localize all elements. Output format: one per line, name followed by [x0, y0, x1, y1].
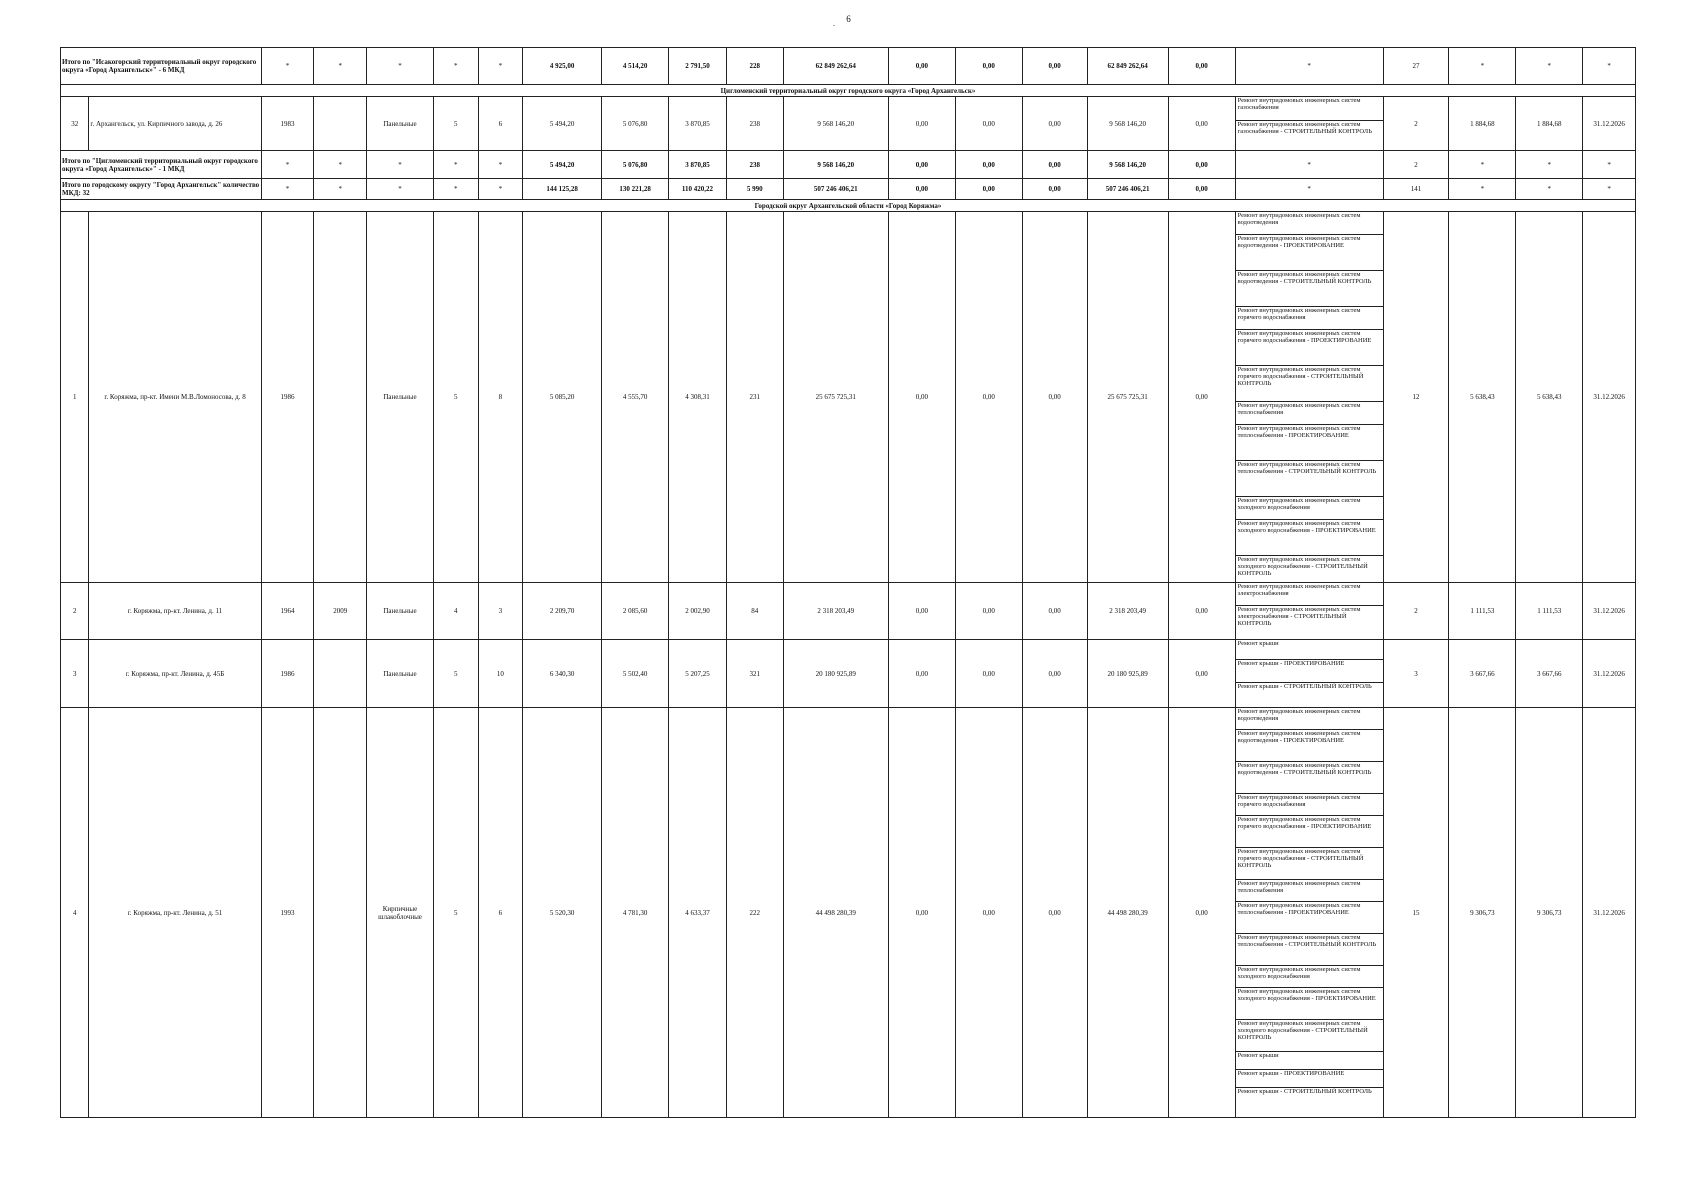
cell-year-overhaul — [314, 708, 367, 1118]
cell-unit-limit: * — [1516, 151, 1583, 179]
cell-count: 12 — [1383, 212, 1449, 583]
cell-area-rooms: 5 076,80 — [602, 97, 669, 151]
cell-fund-1: 0,00 — [888, 179, 955, 200]
cell-address: г. Коряжма, пр-кт. Имени М.В.Ломоносова, д. 8 — [89, 212, 261, 583]
work-item: Ремонт внутридомовых инженерных систем теплоснабжения - СТРОИТЕЛЬНЫЙ КОНТРОЛЬ — [1236, 934, 1383, 966]
cell-count: 27 — [1383, 48, 1449, 85]
cell-own-funds: 2 318 203,49 — [1087, 583, 1168, 640]
cell-walls: * — [367, 179, 434, 200]
cell-unit-limit: 9 306,73 — [1516, 708, 1583, 1118]
cell-walls: Панельные — [367, 640, 434, 708]
cell-date: * — [1583, 48, 1636, 85]
scan-mark: . — [833, 19, 835, 28]
cell-unit-cost: 9 306,73 — [1449, 708, 1516, 1118]
cell-area-living: 110 420,22 — [669, 179, 727, 200]
cell-entrances: 6 — [478, 708, 523, 1118]
cell-date: 31.12.2026 — [1583, 708, 1636, 1118]
work-item: Ремонт внутридомовых инженерных систем холодного водоснабжения - ПРОЕКТИРОВАНИЕ — [1236, 988, 1383, 1020]
cell-own-funds: 507 246 406,21 — [1087, 179, 1168, 200]
cell-num: 4 — [61, 708, 89, 1118]
cell-unit-cost: 3 667,66 — [1449, 640, 1516, 708]
cell-count: 2 — [1383, 151, 1449, 179]
cell-fund-2: 0,00 — [955, 640, 1022, 708]
work-item: Ремонт внутридомовых инженерных систем теплоснабжения - ПРОЕКТИРОВАНИЕ — [1236, 902, 1383, 934]
cell-year-built: 1993 — [261, 708, 314, 1118]
work-item: Ремонт внутридомовых инженерных систем горячего водоснабжения - ПРОЕКТИРОВАНИЕ — [1236, 816, 1383, 848]
cell-other: 0,00 — [1168, 48, 1235, 85]
cell-entrances: * — [478, 179, 523, 200]
cell-area-total: 144 125,28 — [523, 179, 602, 200]
cell-date: 31.12.2026 — [1583, 97, 1636, 151]
work-item: Ремонт внутридомовых инженерных систем электроснабжения — [1236, 583, 1383, 606]
cell-entrances: 8 — [478, 212, 523, 583]
cell-fund-1: 0,00 — [888, 97, 955, 151]
work-item: Ремонт внутридомовых инженерных систем электроснабжения - СТРОИТЕЛЬНЫЙ КОНТРОЛЬ — [1237, 606, 1361, 628]
work-item: Ремонт крыши — [1236, 640, 1383, 660]
cell-area-living: 2 002,90 — [669, 583, 727, 640]
section-heading-ciglomensky: Цигломенский территориальный округ городского округа «Город Архангельск» — [61, 85, 1636, 97]
cell-fund-1: 0,00 — [888, 151, 955, 179]
cell-other: 0,00 — [1168, 640, 1235, 708]
cell-area-total: 2 209,70 — [523, 583, 602, 640]
cell-year-built: 1986 — [261, 212, 314, 583]
cell-own-funds: 44 498 280,39 — [1087, 708, 1168, 1118]
cell-fund-3: 0,00 — [1022, 708, 1087, 1118]
cell-entrances: 10 — [478, 640, 523, 708]
work-item: Ремонт внутридомовых инженерных систем теплоснабжения — [1236, 880, 1383, 902]
cell-works — [1235, 212, 1383, 583]
cell-fund-1: 0,00 — [888, 212, 955, 583]
work-item: Ремонт внутридомовых инженерных систем горячего водоснабжения - СТРОИТЕЛЬНЫЙ КОНТРОЛЬ — [1236, 366, 1383, 402]
cell-work-type: * — [1235, 151, 1383, 179]
cell-num: 32 — [61, 97, 89, 151]
cell-works — [1235, 640, 1383, 708]
cell-fund-2: 0,00 — [955, 583, 1022, 640]
cell-area-rooms: 5 502,40 — [602, 640, 669, 708]
work-item: Ремонт внутридомовых инженерных систем холодного водоснабжения - СТРОИТЕЛЬНЫЙ КОНТРОЛЬ — [1236, 1020, 1383, 1052]
work-item: Ремонт внутридомовых инженерных систем водоотведения — [1236, 708, 1383, 730]
cell-count: 15 — [1383, 708, 1449, 1118]
cell-own-funds: 9 568 146,20 — [1087, 97, 1168, 151]
cell-residents: 231 — [726, 212, 783, 583]
cell-year-overhaul: * — [314, 179, 367, 200]
summary-label: Итого по "Цигломенский территориальный округ городского округа «Город Архангельск»" - 1 МКД — [61, 151, 262, 179]
cell-area-total: 4 925,00 — [523, 48, 602, 85]
cell-address: г. Коряжма, пр-кт. Ленина, д. 11 — [89, 583, 261, 640]
table-row — [61, 97, 1636, 151]
cell-floors: 5 — [433, 708, 478, 1118]
cell-area-rooms: 130 221,28 — [602, 179, 669, 200]
cell-residents: 238 — [726, 151, 783, 179]
cell-unit-limit: 1 111,53 — [1516, 583, 1583, 640]
cell-floors: * — [433, 151, 478, 179]
cell-unit-cost: * — [1449, 48, 1516, 85]
cell-fund-2: 0,00 — [955, 48, 1022, 85]
cell-area-rooms: 4 555,70 — [602, 212, 669, 583]
cell-works — [1235, 97, 1383, 151]
work-item: Ремонт внутридомовых инженерных систем водоотведения - ПРОЕКТИРОВАНИЕ — [1236, 730, 1383, 762]
cell-count: 3 — [1383, 640, 1449, 708]
cell-unit-limit: 3 667,66 — [1516, 640, 1583, 708]
cell-fund-3: 0,00 — [1022, 640, 1087, 708]
work-item: Ремонт внутридомовых инженерных систем водоотведения — [1236, 212, 1383, 235]
cell-date: 31.12.2026 — [1583, 640, 1636, 708]
work-item: Ремонт внутридомовых инженерных систем холодного водоснабжения — [1236, 497, 1383, 520]
cell-year-built: * — [261, 179, 314, 200]
cell-date: * — [1583, 151, 1636, 179]
cell-other: 0,00 — [1168, 583, 1235, 640]
cell-walls: * — [367, 48, 434, 85]
table-row — [61, 640, 1636, 708]
capital-repair-table — [60, 47, 1636, 1118]
cell-cost-total: 9 568 146,20 — [783, 97, 888, 151]
cell-own-funds: 25 675 725,31 — [1087, 212, 1168, 583]
cell-fund-3: 0,00 — [1022, 583, 1087, 640]
cell-own-funds: 20 180 925,89 — [1087, 640, 1168, 708]
cell-fund-1: 0,00 — [888, 48, 955, 85]
summary-row-city — [61, 179, 1636, 200]
cell-other: 0,00 — [1168, 151, 1235, 179]
cell-cost-total: 62 849 262,64 — [783, 48, 888, 85]
summary-row-isakogorsky — [61, 48, 1636, 85]
cell-other: 0,00 — [1168, 97, 1235, 151]
cell-unit-limit: 5 638,43 — [1516, 212, 1583, 583]
cell-entrances: 3 — [478, 583, 523, 640]
cell-floors: 5 — [433, 640, 478, 708]
cell-count: 2 — [1383, 97, 1449, 151]
cell-cost-total: 20 180 925,89 — [783, 640, 888, 708]
cell-fund-3: 0,00 — [1022, 48, 1087, 85]
cell-year-built: 1983 — [261, 97, 314, 151]
cell-fund-2: 0,00 — [955, 97, 1022, 151]
cell-area-total: 5 494,20 — [523, 151, 602, 179]
work-item: Ремонт крыши - СТРОИТЕЛЬНЫЙ КОНТРОЛЬ — [1237, 683, 1372, 690]
cell-year-built: * — [261, 48, 314, 85]
page-number: 6 — [846, 14, 851, 24]
cell-year-overhaul — [314, 97, 367, 151]
cell-residents: 321 — [726, 640, 783, 708]
cell-address: г. Коряжма, пр-кт. Ленина, д. 51 — [89, 708, 261, 1118]
cell-walls: * — [367, 151, 434, 179]
cell-area-rooms: 4 514,20 — [602, 48, 669, 85]
cell-other: 0,00 — [1168, 708, 1235, 1118]
work-item: Ремонт крыши — [1236, 1052, 1383, 1070]
cell-unit-cost: * — [1449, 179, 1516, 200]
cell-fund-2: 0,00 — [955, 708, 1022, 1118]
cell-year-overhaul: 2009 — [314, 583, 367, 640]
cell-work-type: * — [1235, 48, 1383, 85]
cell-unit-cost: 1 884,68 — [1449, 97, 1516, 151]
cell-unit-cost: 5 638,43 — [1449, 212, 1516, 583]
cell-year-overhaul: * — [314, 48, 367, 85]
work-item: Ремонт внутридомовых инженерных систем теплоснабжения - СТРОИТЕЛЬНЫЙ КОНТРОЛЬ — [1236, 461, 1383, 497]
cell-other: 0,00 — [1168, 179, 1235, 200]
cell-walls: Панельные — [367, 97, 434, 151]
cell-year-overhaul: * — [314, 151, 367, 179]
cell-year-built: 1964 — [261, 583, 314, 640]
cell-fund-3: 0,00 — [1022, 212, 1087, 583]
cell-walls: Панельные — [367, 583, 434, 640]
cell-other: 0,00 — [1168, 212, 1235, 583]
cell-walls: Панельные — [367, 212, 434, 583]
cell-work-type: * — [1235, 179, 1383, 200]
cell-area-living: 2 791,50 — [669, 48, 727, 85]
cell-cost-total: 2 318 203,49 — [783, 583, 888, 640]
table-row — [61, 708, 1636, 1118]
cell-area-total: 5 085,20 — [523, 212, 602, 583]
cell-walls: Кирпичные шлакоблочные — [367, 708, 434, 1118]
cell-address: г. Архангельск, ул. Кирпичного завода, д. 26 — [89, 97, 261, 151]
cell-area-total: 6 340,30 — [523, 640, 602, 708]
cell-residents: 228 — [726, 48, 783, 85]
work-item: Ремонт внутридомовых инженерных систем холодного водоснабжения — [1236, 966, 1383, 988]
cell-floors: 5 — [433, 212, 478, 583]
cell-cost-total: 507 246 406,21 — [783, 179, 888, 200]
cell-year-built: 1986 — [261, 640, 314, 708]
cell-area-total: 5 520,30 — [523, 708, 602, 1118]
cell-area-rooms: 2 085,60 — [602, 583, 669, 640]
summary-label: Итого по "Исакогорский территориальный округ городского округа «Город Архангельск»" - 6 МКД — [61, 48, 262, 85]
cell-entrances: * — [478, 48, 523, 85]
cell-floors: 5 — [433, 97, 478, 151]
cell-entrances: * — [478, 151, 523, 179]
cell-works — [1235, 708, 1383, 1118]
cell-address: г. Коряжма, пр-кт. Ленина, д. 45Б — [89, 640, 261, 708]
cell-floors: * — [433, 179, 478, 200]
cell-date: * — [1583, 179, 1636, 200]
cell-own-funds: 9 568 146,20 — [1087, 151, 1168, 179]
table-row — [61, 212, 1636, 583]
cell-unit-limit: 1 884,68 — [1516, 97, 1583, 151]
section-heading-koryazhma: Городской округ Архангельской области «Город Коряжма» — [61, 200, 1636, 212]
cell-date: 31.12.2026 — [1583, 212, 1636, 583]
work-item: Ремонт внутридомовых инженерных систем теплоснабжения — [1236, 402, 1383, 425]
cell-residents: 84 — [726, 583, 783, 640]
work-item: Ремонт внутридомовых инженерных систем газоснабжения - СТРОИТЕЛЬНЫЙ КОНТРОЛЬ — [1237, 121, 1372, 136]
cell-unit-limit: * — [1516, 48, 1583, 85]
cell-residents: 238 — [726, 97, 783, 151]
cell-residents: 222 — [726, 708, 783, 1118]
cell-fund-2: 0,00 — [955, 179, 1022, 200]
cell-count: 2 — [1383, 583, 1449, 640]
cell-fund-3: 0,00 — [1022, 151, 1087, 179]
cell-num: 2 — [61, 583, 89, 640]
cell-cost-total: 25 675 725,31 — [783, 212, 888, 583]
cell-year-built: * — [261, 151, 314, 179]
work-item: Ремонт внутридомовых инженерных систем горячего водоснабжения — [1236, 794, 1383, 816]
cell-area-rooms: 5 076,80 — [602, 151, 669, 179]
work-item: Ремонт внутридомовых инженерных систем теплоснабжения - ПРОЕКТИРОВАНИЕ — [1236, 425, 1383, 461]
cell-area-living: 4 633,37 — [669, 708, 727, 1118]
cell-date: 31.12.2026 — [1583, 583, 1636, 640]
cell-area-living: 5 207,25 — [669, 640, 727, 708]
cell-year-overhaul — [314, 640, 367, 708]
cell-unit-cost: 1 111,53 — [1449, 583, 1516, 640]
cell-fund-1: 0,00 — [888, 708, 955, 1118]
cell-fund-1: 0,00 — [888, 640, 955, 708]
cell-unit-cost: * — [1449, 151, 1516, 179]
cell-residents: 5 990 — [726, 179, 783, 200]
summary-row-ciglomensky — [61, 151, 1636, 179]
cell-num: 3 — [61, 640, 89, 708]
cell-area-rooms: 4 781,30 — [602, 708, 669, 1118]
cell-area-living: 3 870,85 — [669, 151, 727, 179]
cell-unit-limit: * — [1516, 179, 1583, 200]
work-item: Ремонт внутридомовых инженерных систем водоотведения - СТРОИТЕЛЬНЫЙ КОНТРОЛЬ — [1236, 271, 1383, 307]
work-item: Ремонт внутридомовых инженерных систем горячего водоснабжения — [1236, 307, 1383, 330]
work-item: Ремонт внутридомовых инженерных систем горячего водоснабжения - СТРОИТЕЛЬНЫЙ КОНТРОЛЬ — [1236, 848, 1383, 880]
cell-fund-2: 0,00 — [955, 212, 1022, 583]
work-item: Ремонт крыши - ПРОЕКТИРОВАНИЕ — [1236, 1070, 1383, 1088]
cell-floors: * — [433, 48, 478, 85]
cell-fund-1: 0,00 — [888, 583, 955, 640]
cell-fund-2: 0,00 — [955, 151, 1022, 179]
work-item: Ремонт внутридомовых инженерных систем холодного водоснабжения - СТРОИТЕЛЬНЫЙ КОНТРОЛЬ — [1237, 556, 1368, 578]
work-item: Ремонт крыши - СТРОИТЕЛЬНЫЙ КОНТРОЛЬ — [1237, 1088, 1372, 1095]
cell-area-living: 3 870,85 — [669, 97, 727, 151]
work-item: Ремонт внутридомовых инженерных систем холодного водоснабжения - ПРОЕКТИРОВАНИЕ — [1236, 520, 1383, 556]
work-item: Ремонт внутридомовых инженерных систем горячего водоснабжения - ПРОЕКТИРОВАНИЕ — [1236, 330, 1383, 366]
cell-entrances: 6 — [478, 97, 523, 151]
work-item: Ремонт внутридомовых инженерных систем водоотведения - ПРОЕКТИРОВАНИЕ — [1236, 235, 1383, 271]
cell-count: 141 — [1383, 179, 1449, 200]
cell-fund-3: 0,00 — [1022, 179, 1087, 200]
cell-num: 1 — [61, 212, 89, 583]
cell-floors: 4 — [433, 583, 478, 640]
cell-year-overhaul — [314, 212, 367, 583]
cell-fund-3: 0,00 — [1022, 97, 1087, 151]
table-row — [61, 583, 1636, 640]
cell-cost-total: 9 568 146,20 — [783, 151, 888, 179]
cell-works — [1235, 583, 1383, 640]
work-item: Ремонт внутридомовых инженерных систем газоснабжения — [1236, 97, 1383, 121]
cell-own-funds: 62 849 262,64 — [1087, 48, 1168, 85]
summary-label: Итого по городскому округу "Город Архангельск" количество МКД: 32 — [61, 179, 262, 200]
cell-area-living: 4 308,31 — [669, 212, 727, 583]
work-item: Ремонт внутридомовых инженерных систем водоотведения - СТРОИТЕЛЬНЫЙ КОНТРОЛЬ — [1236, 762, 1383, 794]
work-item: Ремонт крыши - ПРОЕКТИРОВАНИЕ — [1236, 660, 1383, 683]
cell-cost-total: 44 498 280,39 — [783, 708, 888, 1118]
cell-area-total: 5 494,20 — [523, 97, 602, 151]
